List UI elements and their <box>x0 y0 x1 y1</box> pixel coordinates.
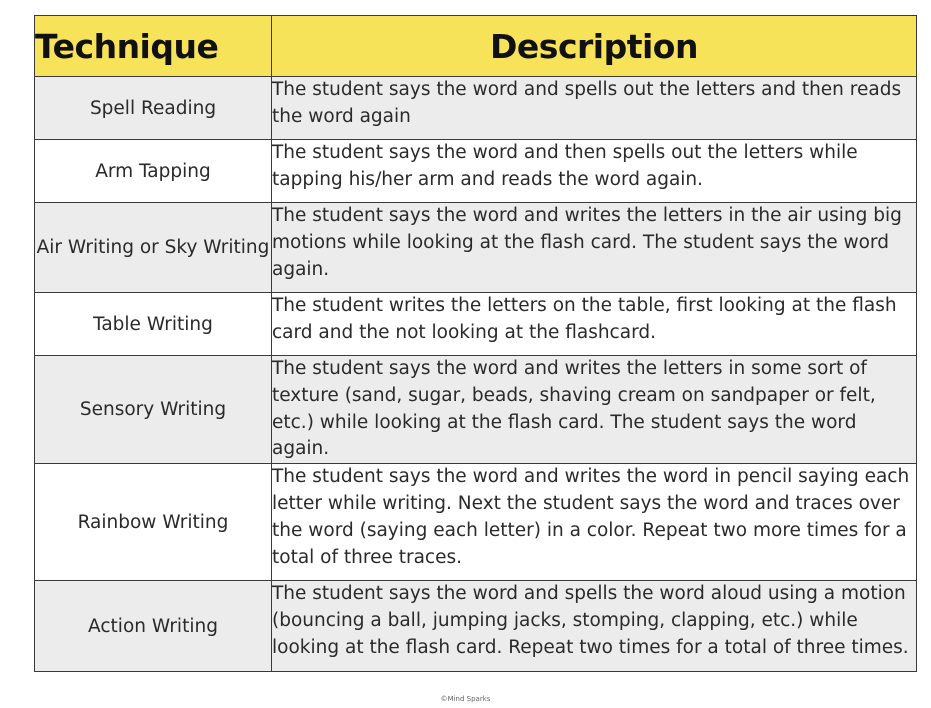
technique-cell: Air Writing or Sky Writing <box>35 203 272 293</box>
description-cell: The student says the word and writes the letters in some sort of texture (sand, sugar, beads, shaving cream on sandpaper or felt, etc.) while looking at the flash card. The student says the word again. <box>272 356 917 464</box>
table-row <box>35 581 917 672</box>
table-row <box>35 77 917 140</box>
header-row <box>35 16 917 77</box>
table-row <box>35 293 917 356</box>
technique-header: Technique <box>35 16 272 77</box>
techniques-table <box>34 15 917 672</box>
table-row <box>35 464 917 581</box>
technique-cell: Spell Reading <box>35 77 272 140</box>
technique-cell: Table Writing <box>35 293 272 356</box>
description-cell: The student says the word and writes the letters in the air using big motions while looking at the flash card. The student says the word again. <box>272 203 917 293</box>
table-row <box>35 140 917 203</box>
technique-cell: Sensory Writing <box>35 356 272 464</box>
table-row <box>35 203 917 293</box>
technique-cell: Arm Tapping <box>35 140 272 203</box>
description-cell: The student says the word and spells the word aloud using a motion (bouncing a ball, jumping jacks, stomping, clapping, etc.) while looking at the flash card. Repeat two times for a total of three times. <box>272 581 917 672</box>
technique-cell: Action Writing <box>35 581 272 672</box>
table-row <box>35 356 917 464</box>
description-cell: The student writes the letters on the table, first looking at the flash card and the not looking at the flashcard. <box>272 293 917 356</box>
description-header: Description <box>272 16 917 77</box>
description-cell: The student says the word and spells out the letters and then reads the word again <box>272 77 917 140</box>
description-cell: The student says the word and writes the word in pencil saying each letter while writing. Next the student says the word and traces over the word (saying each letter) in a color. Repeat two more times for a total of three traces. <box>272 464 917 581</box>
technique-cell: Rainbow Writing <box>35 464 272 581</box>
description-cell: The student says the word and then spells out the letters while tapping his/her arm and reads the word again. <box>272 140 917 203</box>
copyright-footer: ©Mind Sparks <box>440 695 491 703</box>
